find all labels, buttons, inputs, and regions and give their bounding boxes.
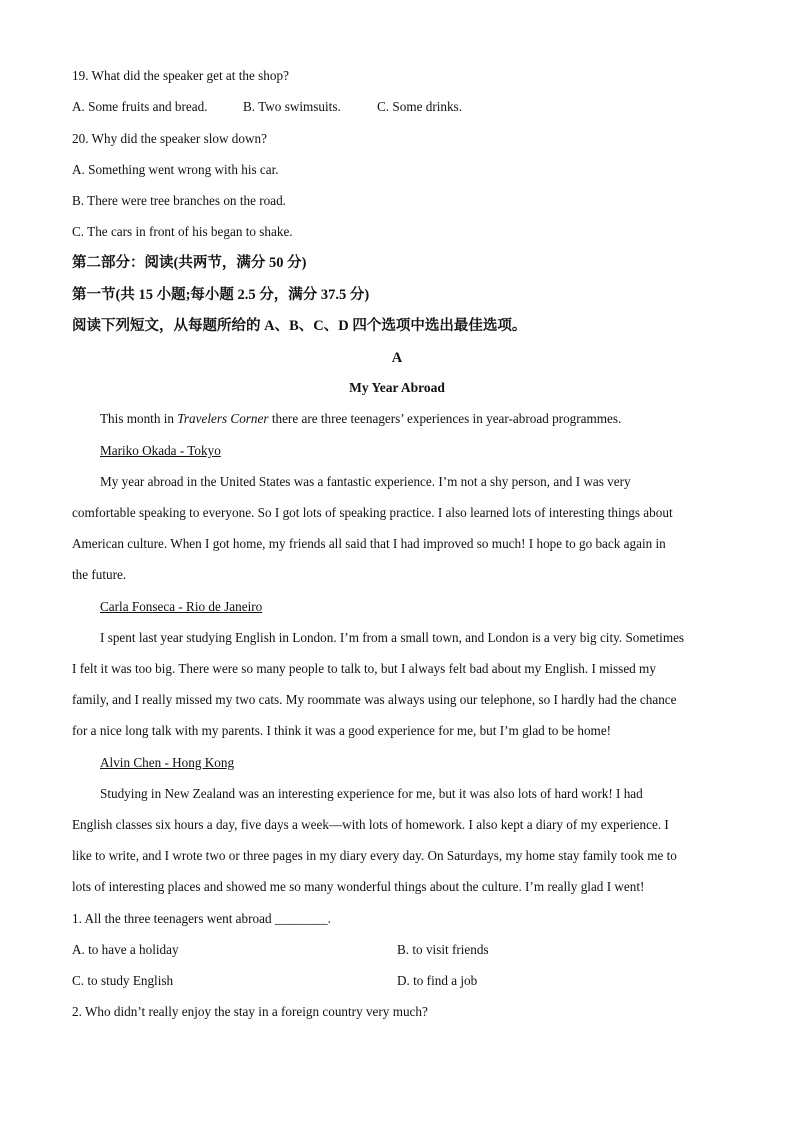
reading-instruction: 阅读下列短文，从每题所给的 A、B、C、D 四个选项中选出最佳选项。 <box>72 318 527 334</box>
speaker-3-name: Alvin Chen - Hong Kong <box>100 755 235 770</box>
question-1-option-a: A. to have a holiday <box>72 942 179 957</box>
question-19-stem: 19. What did the speaker get at the shop? <box>72 68 289 83</box>
question-20-option-b: B. There were tree branches on the road. <box>72 193 286 208</box>
paragraph-3-line: lots of interesting places and showed me so many wonderful things about the culture. I’m really glad I went! <box>72 879 645 894</box>
question-20-stem: 20. Why did the speaker slow down? <box>72 131 267 146</box>
paragraph-3-line: Studying in New Zealand was an interesting experience for me, but it was also lots of hard work! I had <box>100 786 643 801</box>
paragraph-1-line: the future. <box>72 567 127 582</box>
question-19-option-b: B. Two swimsuits. <box>243 99 341 114</box>
section-part2-heading: 第二部分：阅读(共两节，满分 50 分) <box>72 255 307 271</box>
paragraph-1-line: American culture. When I got home, my friends all said that I had improved so much! I hope to go back again in <box>72 536 666 551</box>
speaker-2-name: Carla Fonseca - Rio de Janeiro <box>100 599 263 614</box>
paragraph-2-line: I spent last year studying English in London. I’m from a small town, and London is a very big city. Sometimes <box>100 630 685 645</box>
passage-intro: This month in Travelers Corner there are three teenagers’ experiences in year-abroad programmes. <box>100 411 622 426</box>
paragraph-1-line: My year abroad in the United States was a fantastic experience. I’m not a shy person, and I was very <box>100 474 631 489</box>
question-1-option-b: B. to visit friends <box>397 942 489 957</box>
passage-letter: A <box>391 350 403 366</box>
paragraph-1-line: comfortable speaking to everyone. So I got lots of speaking practice. I also learned lots of interesting things about <box>72 505 673 520</box>
speaker-1-name: Mariko Okada - Tokyo <box>100 443 221 458</box>
magazine-name: Travelers Corner <box>177 411 269 426</box>
question-19-option-c: C. Some drinks. <box>377 99 462 114</box>
paragraph-3-line: like to write, and I wrote two or three pages in my diary every day. On Saturdays, my home stay family took me to <box>72 848 677 863</box>
question-2-stem: 2. Who didn’t really enjoy the stay in a foreign country very much? <box>72 1004 428 1019</box>
paragraph-2-line: I felt it was too big. There were so many people to talk to, but I always felt bad about my English. I missed my <box>72 661 656 676</box>
paragraph-2-line: for a nice long talk with my parents. I think it was a good experience for me, but I’m glad to be home! <box>72 723 612 738</box>
question-20-option-c: C. The cars in front of his began to shake. <box>72 224 293 239</box>
question-1-option-d: D. to find a job <box>397 973 478 988</box>
question-19-option-a: A. Some fruits and bread. <box>72 99 208 114</box>
paragraph-3-line: English classes six hours a day, five days a week—with lots of homework. I also kept a diary of my experience. I <box>72 817 669 832</box>
question-1-option-c: C. to study English <box>72 973 174 988</box>
question-1-stem: 1. All the three teenagers went abroad ________. <box>72 911 331 926</box>
question-20-option-a: A. Something went wrong with his car. <box>72 162 279 177</box>
passage-title: My Year Abroad <box>349 380 445 395</box>
paragraph-2-line: family, and I really missed my two cats. My roommate was always using our telephone, so I hardly had the chance <box>72 692 677 707</box>
section-1-heading: 第一节(共 15 小题;每小题 2.5 分，满分 37.5 分) <box>72 287 370 303</box>
